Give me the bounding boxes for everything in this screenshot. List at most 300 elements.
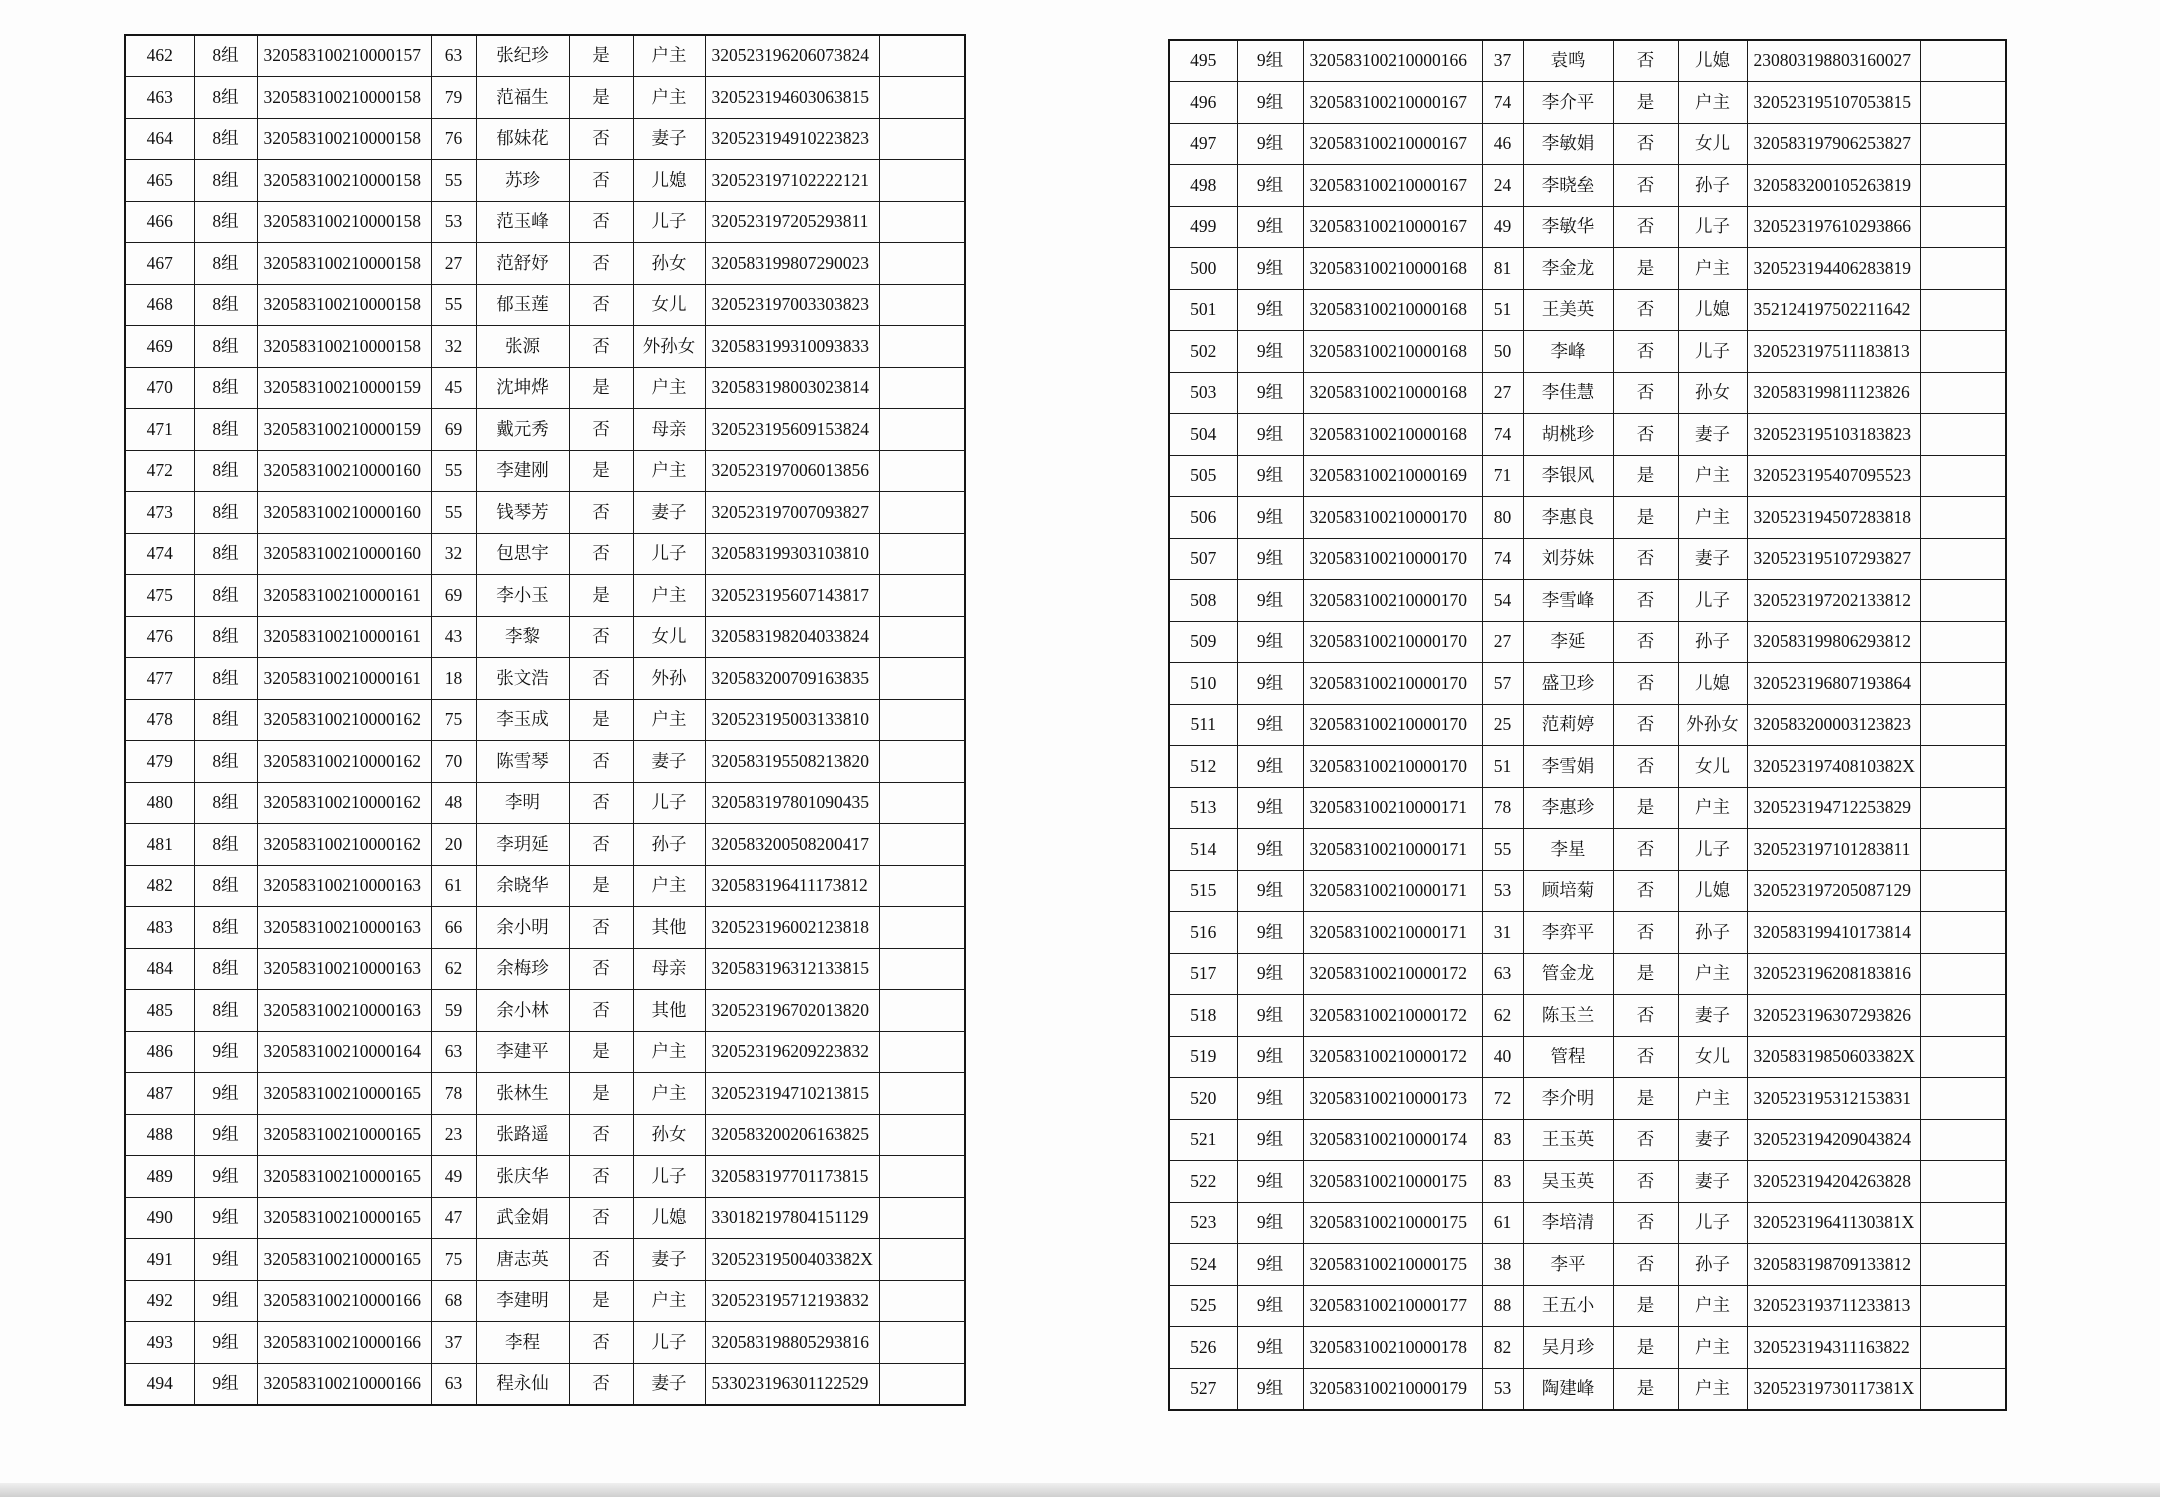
cell-id-number: 320583200709163835 <box>705 658 879 700</box>
cell-group: 8组 <box>194 201 257 243</box>
cell-relation: 母亲 <box>633 409 705 451</box>
cell-household-code: 320583100210000165 <box>257 1114 431 1156</box>
cell-name: 沈坤烨 <box>476 367 569 409</box>
cell-blank <box>879 492 965 534</box>
table-row <box>1169 953 2006 995</box>
cell-name: 盛卫珍 <box>1523 663 1613 705</box>
cell-blank <box>879 824 965 866</box>
cell-name: 李惠珍 <box>1523 787 1613 829</box>
cell-household-code: 320583100210000168 <box>1303 248 1482 290</box>
cell-blank <box>879 1073 965 1115</box>
cell-row-number: 484 <box>125 948 194 990</box>
cell-is-head: 是 <box>1613 82 1678 124</box>
cell-id-number: 320523195107053815 <box>1747 82 1920 124</box>
cell-group: 8组 <box>194 948 257 990</box>
table-row <box>1169 1161 2006 1203</box>
cell-id-number: 320523195003133810 <box>705 699 879 741</box>
cell-is-head: 是 <box>1613 455 1678 497</box>
cell-household-code: 320583100210000167 <box>1303 165 1482 207</box>
cell-relation: 户主 <box>1678 1078 1747 1120</box>
cell-blank <box>1920 372 2006 414</box>
cell-blank <box>1920 289 2006 331</box>
cell-group: 9组 <box>1237 829 1303 871</box>
cell-relation: 户主 <box>633 865 705 907</box>
cell-relation: 妻子 <box>1678 538 1747 580</box>
table-row <box>125 824 965 866</box>
cell-row-number: 492 <box>125 1280 194 1322</box>
table-row <box>1169 870 2006 912</box>
cell-is-head: 是 <box>569 1031 633 1073</box>
cell-group: 8组 <box>194 243 257 285</box>
cell-age: 43 <box>431 616 476 658</box>
cell-name: 张文浩 <box>476 658 569 700</box>
cell-id-number: 320523196208183816 <box>1747 953 1920 995</box>
table-row <box>1169 1244 2006 1286</box>
cell-id-number: 320523196002123818 <box>705 907 879 949</box>
cell-name: 陈玉兰 <box>1523 995 1613 1037</box>
cell-household-code: 320583100210000161 <box>257 658 431 700</box>
cell-relation: 户主 <box>1678 1327 1747 1369</box>
cell-id-number: 32052319500403382X <box>705 1239 879 1281</box>
cell-row-number: 524 <box>1169 1244 1237 1286</box>
cell-relation: 儿子 <box>1678 331 1747 373</box>
cell-is-head: 否 <box>569 243 633 285</box>
cell-blank <box>879 741 965 783</box>
cell-relation: 户主 <box>633 575 705 617</box>
cell-row-number: 504 <box>1169 414 1237 456</box>
cell-blank <box>879 699 965 741</box>
cell-name: 李玉成 <box>476 699 569 741</box>
cell-blank <box>1920 621 2006 663</box>
cell-row-number: 517 <box>1169 953 1237 995</box>
cell-id-number: 320523194406283819 <box>1747 248 1920 290</box>
cell-name: 李介平 <box>1523 82 1613 124</box>
cell-is-head: 否 <box>569 824 633 866</box>
cell-relation: 儿媳 <box>1678 289 1747 331</box>
cell-household-code: 320583100210000175 <box>1303 1202 1482 1244</box>
cell-relation: 其他 <box>633 907 705 949</box>
cell-relation: 妻子 <box>1678 995 1747 1037</box>
cell-blank <box>879 575 965 617</box>
cell-blank <box>1920 995 2006 1037</box>
cell-name: 张庆华 <box>476 1156 569 1198</box>
cell-row-number: 525 <box>1169 1285 1237 1327</box>
table-row <box>1169 497 2006 539</box>
cell-group: 8组 <box>194 492 257 534</box>
table-row <box>1169 1327 2006 1369</box>
cell-name: 余小明 <box>476 907 569 949</box>
cell-name: 张林生 <box>476 1073 569 1115</box>
cell-row-number: 501 <box>1169 289 1237 331</box>
cell-name: 李佳慧 <box>1523 372 1613 414</box>
cell-name: 余小林 <box>476 990 569 1032</box>
cell-household-code: 320583100210000158 <box>257 77 431 119</box>
cell-id-number: 320523195407095523 <box>1747 455 1920 497</box>
cell-id-number: 320523194507283818 <box>1747 497 1920 539</box>
cell-household-code: 320583100210000158 <box>257 284 431 326</box>
cell-household-code: 320583100210000170 <box>1303 704 1482 746</box>
cell-relation: 孙子 <box>1678 165 1747 207</box>
cell-relation: 儿子 <box>1678 1202 1747 1244</box>
table-row <box>1169 1202 2006 1244</box>
cell-group: 9组 <box>1237 455 1303 497</box>
cell-age: 66 <box>431 907 476 949</box>
cell-household-code: 320583100210000163 <box>257 948 431 990</box>
cell-id-number: 320523197610293866 <box>1747 206 1920 248</box>
table-row <box>125 1322 965 1364</box>
cell-age: 63 <box>431 1363 476 1405</box>
cell-is-head: 是 <box>1613 787 1678 829</box>
cell-household-code: 320583100210000163 <box>257 990 431 1032</box>
cell-blank <box>879 284 965 326</box>
cell-name: 张路遥 <box>476 1114 569 1156</box>
cell-id-number: 320523195107293827 <box>1747 538 1920 580</box>
cell-group: 9组 <box>1237 123 1303 165</box>
table-row <box>1169 1036 2006 1078</box>
cell-id-number: 320523195312153831 <box>1747 1078 1920 1120</box>
cell-blank <box>879 243 965 285</box>
table-row <box>125 575 965 617</box>
cell-relation: 妻子 <box>633 118 705 160</box>
table-row <box>1169 248 2006 290</box>
cell-age: 55 <box>1482 829 1523 871</box>
cell-name: 张纪珍 <box>476 35 569 77</box>
cell-age: 31 <box>1482 912 1523 954</box>
cell-blank <box>1920 206 2006 248</box>
cell-blank <box>1920 746 2006 788</box>
cell-name: 李惠良 <box>1523 497 1613 539</box>
cell-row-number: 462 <box>125 35 194 77</box>
cell-age: 63 <box>431 1031 476 1073</box>
cell-name: 吴月珍 <box>1523 1327 1613 1369</box>
cell-group: 8组 <box>194 616 257 658</box>
cell-age: 70 <box>431 741 476 783</box>
cell-row-number: 471 <box>125 409 194 451</box>
cell-relation: 儿子 <box>633 533 705 575</box>
cell-household-code: 320583100210000161 <box>257 575 431 617</box>
cell-age: 54 <box>1482 580 1523 622</box>
cell-id-number: 320523196209223832 <box>705 1031 879 1073</box>
cell-is-head: 否 <box>1613 580 1678 622</box>
cell-row-number: 478 <box>125 699 194 741</box>
cell-is-head: 否 <box>1613 621 1678 663</box>
cell-row-number: 488 <box>125 1114 194 1156</box>
cell-row-number: 470 <box>125 367 194 409</box>
table-row <box>1169 912 2006 954</box>
table-row <box>1169 165 2006 207</box>
cell-name: 李延 <box>1523 621 1613 663</box>
table-row <box>125 1363 965 1405</box>
cell-row-number: 487 <box>125 1073 194 1115</box>
cell-age: 27 <box>431 243 476 285</box>
cell-name: 李明 <box>476 782 569 824</box>
cell-group: 9组 <box>194 1239 257 1281</box>
cell-row-number: 463 <box>125 77 194 119</box>
cell-group: 9组 <box>194 1363 257 1405</box>
table-row <box>125 1031 965 1073</box>
cell-name: 李程 <box>476 1322 569 1364</box>
cell-row-number: 473 <box>125 492 194 534</box>
cell-blank <box>1920 1078 2006 1120</box>
table-row <box>125 367 965 409</box>
cell-relation: 户主 <box>1678 455 1747 497</box>
cell-blank <box>1920 497 2006 539</box>
cell-row-number: 474 <box>125 533 194 575</box>
cell-age: 83 <box>1482 1161 1523 1203</box>
cell-row-number: 522 <box>1169 1161 1237 1203</box>
cell-relation: 儿媳 <box>1678 870 1747 912</box>
cell-id-number: 320583200206163825 <box>705 1114 879 1156</box>
cell-blank <box>879 1239 965 1281</box>
cell-household-code: 320583100210000168 <box>1303 331 1482 373</box>
cell-age: 83 <box>1482 1119 1523 1161</box>
cell-blank <box>1920 787 2006 829</box>
cell-relation: 户主 <box>633 1280 705 1322</box>
cell-age: 51 <box>1482 746 1523 788</box>
cell-is-head: 是 <box>569 1073 633 1115</box>
cell-relation: 户主 <box>633 1031 705 1073</box>
cell-age: 68 <box>431 1280 476 1322</box>
cell-name: 郁玉莲 <box>476 284 569 326</box>
cell-group: 9组 <box>1237 912 1303 954</box>
cell-id-number: 320523194603063815 <box>705 77 879 119</box>
cell-relation: 儿媳 <box>633 1197 705 1239</box>
cell-is-head: 否 <box>569 492 633 534</box>
cell-is-head: 否 <box>1613 538 1678 580</box>
cell-blank <box>879 533 965 575</box>
cell-id-number: 320523197205087129 <box>1747 870 1920 912</box>
cell-blank <box>1920 829 2006 871</box>
cell-id-number: 320523195103183823 <box>1747 414 1920 456</box>
cell-name: 钱琴芳 <box>476 492 569 534</box>
cell-age: 53 <box>431 201 476 243</box>
table-row <box>125 1239 965 1281</box>
cell-group: 9组 <box>1237 953 1303 995</box>
cell-relation: 户主 <box>633 35 705 77</box>
table-row <box>1169 455 2006 497</box>
cell-household-code: 320583100210000177 <box>1303 1285 1482 1327</box>
cell-relation: 户主 <box>1678 1285 1747 1327</box>
cell-row-number: 512 <box>1169 746 1237 788</box>
cell-group: 9组 <box>1237 289 1303 331</box>
cell-row-number: 483 <box>125 907 194 949</box>
cell-relation: 外孙 <box>633 658 705 700</box>
cell-household-code: 320583100210000170 <box>1303 746 1482 788</box>
cell-household-code: 320583100210000170 <box>1303 538 1482 580</box>
cell-row-number: 480 <box>125 782 194 824</box>
cell-household-code: 320583100210000162 <box>257 699 431 741</box>
cell-is-head: 否 <box>569 1363 633 1405</box>
cell-row-number: 523 <box>1169 1202 1237 1244</box>
cell-group: 9组 <box>1237 1202 1303 1244</box>
cell-row-number: 493 <box>125 1322 194 1364</box>
cell-is-head: 是 <box>569 35 633 77</box>
cell-household-code: 320583100210000168 <box>1303 289 1482 331</box>
cell-blank <box>879 948 965 990</box>
cell-name: 李雪娟 <box>1523 746 1613 788</box>
cell-is-head: 否 <box>1613 40 1678 82</box>
cell-relation: 孙子 <box>1678 621 1747 663</box>
table-row <box>125 907 965 949</box>
cell-name: 胡桃珍 <box>1523 414 1613 456</box>
cell-relation: 孙女 <box>1678 372 1747 414</box>
table-row <box>125 1114 965 1156</box>
table-row <box>125 326 965 368</box>
cell-household-code: 320583100210000170 <box>1303 497 1482 539</box>
cell-id-number: 320523196702013820 <box>705 990 879 1032</box>
cell-relation: 户主 <box>633 367 705 409</box>
table-row <box>125 284 965 326</box>
cell-age: 32 <box>431 326 476 368</box>
cell-is-head: 否 <box>569 326 633 368</box>
cell-age: 69 <box>431 575 476 617</box>
table-row <box>1169 787 2006 829</box>
table-row <box>1169 538 2006 580</box>
cell-name: 程永仙 <box>476 1363 569 1405</box>
cell-row-number: 509 <box>1169 621 1237 663</box>
cell-blank <box>1920 123 2006 165</box>
cell-group: 9组 <box>1237 1327 1303 1369</box>
table-row <box>1169 663 2006 705</box>
cell-blank <box>1920 1119 2006 1161</box>
cell-blank <box>879 1031 965 1073</box>
cell-household-code: 320583100210000165 <box>257 1197 431 1239</box>
cell-blank <box>1920 331 2006 373</box>
table-row <box>1169 829 2006 871</box>
cell-id-number: 32058319850603382X <box>1747 1036 1920 1078</box>
cell-relation: 女儿 <box>1678 1036 1747 1078</box>
left-table-body <box>125 35 965 1405</box>
table-row <box>125 990 965 1032</box>
cell-name: 李金龙 <box>1523 248 1613 290</box>
cell-is-head: 否 <box>1613 414 1678 456</box>
cell-group: 9组 <box>1237 580 1303 622</box>
cell-relation: 母亲 <box>633 948 705 990</box>
cell-id-number: 320523197101283811 <box>1747 829 1920 871</box>
cell-relation: 妻子 <box>1678 414 1747 456</box>
cell-is-head: 是 <box>569 575 633 617</box>
cell-household-code: 320583100210000157 <box>257 35 431 77</box>
cell-blank <box>879 865 965 907</box>
table-row <box>125 243 965 285</box>
cell-age: 76 <box>431 118 476 160</box>
cell-age: 74 <box>1482 82 1523 124</box>
cell-is-head: 否 <box>1613 331 1678 373</box>
cell-household-code: 320583100210000170 <box>1303 663 1482 705</box>
cell-id-number: 320583200508200417 <box>705 824 879 866</box>
cell-is-head: 否 <box>569 1322 633 1364</box>
cell-group: 8组 <box>194 990 257 1032</box>
cell-household-code: 320583100210000175 <box>1303 1244 1482 1286</box>
cell-group: 9组 <box>1237 538 1303 580</box>
cell-id-number: 320583200003123823 <box>1747 704 1920 746</box>
table-row <box>125 77 965 119</box>
cell-blank <box>1920 580 2006 622</box>
cell-is-head: 否 <box>569 907 633 949</box>
cell-household-code: 320583100210000158 <box>257 118 431 160</box>
cell-name: 李玥延 <box>476 824 569 866</box>
cell-group: 9组 <box>1237 414 1303 456</box>
cell-row-number: 468 <box>125 284 194 326</box>
cell-is-head: 是 <box>1613 1078 1678 1120</box>
cell-row-number: 511 <box>1169 704 1237 746</box>
cell-age: 49 <box>1482 206 1523 248</box>
cell-is-head: 否 <box>569 1239 633 1281</box>
cell-name: 顾培菊 <box>1523 870 1613 912</box>
cell-name: 李建刚 <box>476 450 569 492</box>
cell-relation: 孙子 <box>1678 1244 1747 1286</box>
cell-row-number: 527 <box>1169 1368 1237 1410</box>
right-table <box>1168 39 2007 1411</box>
cell-row-number: 519 <box>1169 1036 1237 1078</box>
cell-relation: 户主 <box>1678 953 1747 995</box>
table-row <box>125 450 965 492</box>
cell-relation: 户主 <box>633 450 705 492</box>
right-table-body <box>1169 40 2006 1410</box>
cell-is-head: 否 <box>569 990 633 1032</box>
cell-is-head: 否 <box>1613 663 1678 705</box>
cell-household-code: 320583100210000166 <box>257 1363 431 1405</box>
cell-blank <box>1920 1327 2006 1369</box>
cell-blank <box>879 450 965 492</box>
cell-group: 8组 <box>194 77 257 119</box>
cell-age: 80 <box>1482 497 1523 539</box>
cell-blank <box>879 658 965 700</box>
cell-group: 9组 <box>1237 372 1303 414</box>
cell-age: 61 <box>431 865 476 907</box>
cell-group: 9组 <box>1237 870 1303 912</box>
cell-is-head: 是 <box>1613 1327 1678 1369</box>
cell-age: 32 <box>431 533 476 575</box>
cell-is-head: 否 <box>569 658 633 700</box>
cell-group: 9组 <box>1237 248 1303 290</box>
cell-age: 63 <box>431 35 476 77</box>
cell-id-number: 320583199811123826 <box>1747 372 1920 414</box>
cell-id-number: 320583198709133812 <box>1747 1244 1920 1286</box>
cell-household-code: 320583100210000166 <box>257 1322 431 1364</box>
cell-household-code: 320583100210000167 <box>1303 123 1482 165</box>
cell-blank <box>1920 1036 2006 1078</box>
cell-relation: 其他 <box>633 990 705 1032</box>
cell-relation: 孙女 <box>633 1114 705 1156</box>
table-row <box>125 160 965 202</box>
cell-household-code: 320583100210000159 <box>257 367 431 409</box>
cell-household-code: 320583100210000162 <box>257 782 431 824</box>
cell-blank <box>879 1197 965 1239</box>
cell-id-number: 320523196807193864 <box>1747 663 1920 705</box>
cell-relation: 户主 <box>1678 248 1747 290</box>
cell-id-number: 320583197701173815 <box>705 1156 879 1198</box>
cell-relation: 儿子 <box>633 201 705 243</box>
cell-blank <box>1920 1368 2006 1410</box>
cell-name: 李平 <box>1523 1244 1613 1286</box>
cell-age: 50 <box>1482 331 1523 373</box>
cell-row-number: 490 <box>125 1197 194 1239</box>
table-row <box>1169 995 2006 1037</box>
table-row <box>1169 1119 2006 1161</box>
cell-is-head: 否 <box>569 1156 633 1198</box>
cell-row-number: 516 <box>1169 912 1237 954</box>
cell-age: 45 <box>431 367 476 409</box>
cell-row-number: 507 <box>1169 538 1237 580</box>
cell-group: 9组 <box>1237 1244 1303 1286</box>
cell-is-head: 是 <box>1613 1285 1678 1327</box>
cell-is-head: 否 <box>1613 1161 1678 1203</box>
cell-age: 61 <box>1482 1202 1523 1244</box>
cell-blank <box>879 35 965 77</box>
cell-relation: 儿子 <box>633 1156 705 1198</box>
cell-id-number: 320583199310093833 <box>705 326 879 368</box>
